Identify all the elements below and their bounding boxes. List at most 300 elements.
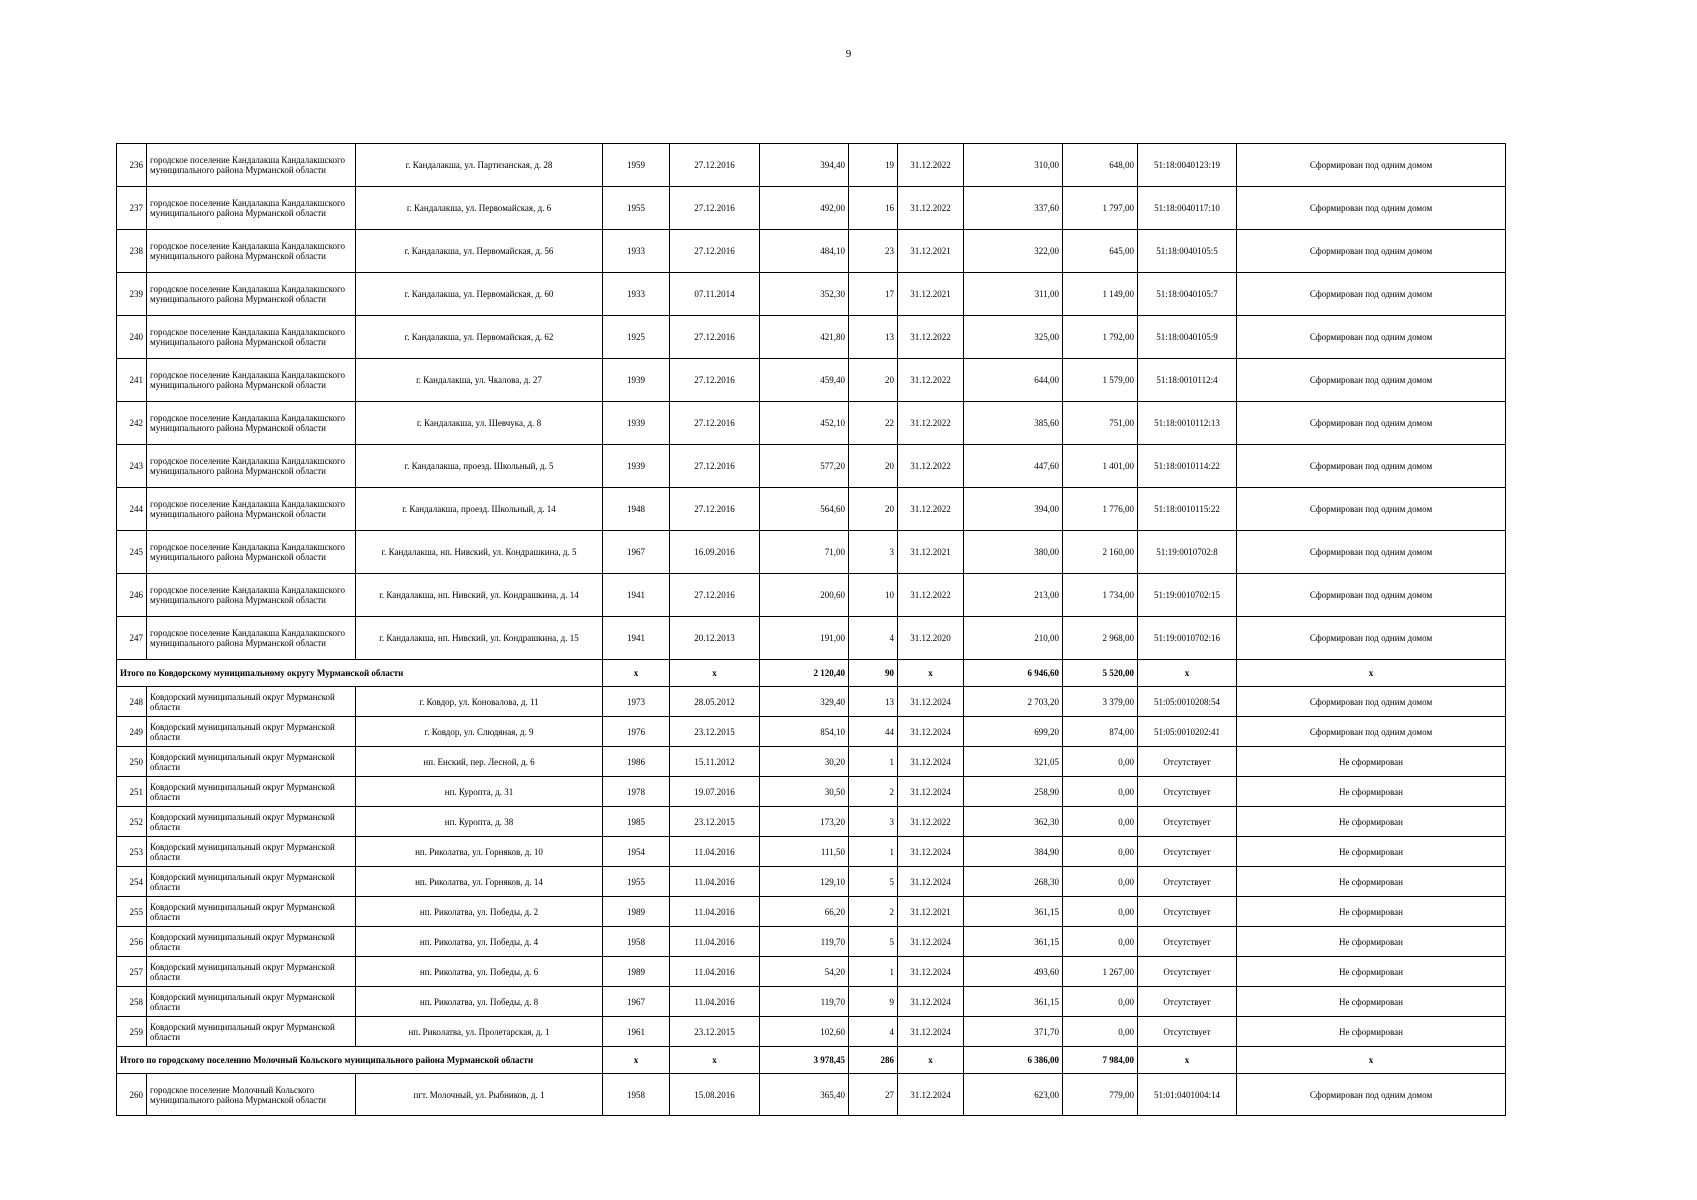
year-cell: 1955 (603, 867, 670, 897)
cadastre-cell: 51:18:0040105:7 (1138, 273, 1237, 316)
year-cell: 1967 (603, 987, 670, 1017)
status-cell: Не сформирован (1237, 897, 1506, 927)
value2-cell: 0,00 (1063, 927, 1138, 957)
status-cell: Сформирован под одним домом (1237, 402, 1506, 445)
value2-cell: 1 267,00 (1063, 957, 1138, 987)
deadline-cell: 31.12.2022 (898, 807, 964, 837)
residents-cell: 13 (849, 687, 898, 717)
deadline-cell: 31.12.2024 (898, 717, 964, 747)
cadastre-cell: 51:18:0040105:5 (1138, 230, 1237, 273)
row-number-cell: 248 (117, 687, 147, 717)
residents-cell: 20 (849, 488, 898, 531)
residents-cell: 1 (849, 837, 898, 867)
deadline-cell: 31.12.2022 (898, 316, 964, 359)
value2-cell: 1 776,00 (1063, 488, 1138, 531)
deadline-cell: 31.12.2024 (898, 747, 964, 777)
residents-cell: 5 (849, 927, 898, 957)
table-row (117, 230, 1506, 273)
address-cell: нп. Риколатва, ул. Горняков, д. 14 (356, 867, 603, 897)
date-cell: 27.12.2016 (670, 574, 760, 617)
address-cell: г. Ковдор, ул. Слюдяная, д. 9 (356, 717, 603, 747)
area-cell: 191,00 (760, 617, 849, 660)
deadline-cell: x (898, 660, 964, 687)
cadastre-cell: Отсутствует (1138, 927, 1237, 957)
page-number: 9 (845, 48, 852, 60)
date-cell: 11.04.2016 (670, 927, 760, 957)
value2-cell: 1 797,00 (1063, 187, 1138, 230)
year-cell: 1961 (603, 1017, 670, 1047)
date-cell: 20.12.2013 (670, 617, 760, 660)
cadastre-cell: Отсутствует (1138, 867, 1237, 897)
residents-cell: 2 (849, 897, 898, 927)
value2-cell: 0,00 (1063, 987, 1138, 1017)
value2-cell: 0,00 (1063, 837, 1138, 867)
status-cell: Не сформирован (1237, 777, 1506, 807)
status-cell: Не сформирован (1237, 867, 1506, 897)
date-cell: 27.12.2016 (670, 230, 760, 273)
value1-cell: 623,00 (964, 1074, 1063, 1116)
cadastre-cell: 51:18:0010114:22 (1138, 445, 1237, 488)
value2-cell: 2 160,00 (1063, 531, 1138, 574)
value1-cell: 361,15 (964, 987, 1063, 1017)
municipality-cell: Ковдорский муниципальный округ Мурманской области (147, 687, 356, 717)
year-cell: 1967 (603, 531, 670, 574)
row-number-cell: 247 (117, 617, 147, 660)
table-row (117, 402, 1506, 445)
address-cell: г. Кандалакша, ул. Первомайская, д. 60 (356, 273, 603, 316)
address-cell: нп. Риколатва, ул. Горняков, д. 10 (356, 837, 603, 867)
area-cell: 564,60 (760, 488, 849, 531)
status-cell: Не сформирован (1237, 987, 1506, 1017)
year-cell: 1978 (603, 777, 670, 807)
value2-cell: 1 579,00 (1063, 359, 1138, 402)
value1-cell: 258,90 (964, 777, 1063, 807)
value1-cell: 213,00 (964, 574, 1063, 617)
year-cell: 1986 (603, 747, 670, 777)
status-cell: Сформирован под одним домом (1237, 488, 1506, 531)
municipality-cell: Ковдорский муниципальный округ Мурманской области (147, 897, 356, 927)
area-cell: 173,20 (760, 807, 849, 837)
municipality-cell: Ковдорский муниципальный округ Мурманской области (147, 837, 356, 867)
municipality-cell: городское поселение Кандалакша Кандалакшского муниципального района Мурманской области (147, 445, 356, 488)
deadline-cell: 31.12.2024 (898, 1017, 964, 1047)
value2-cell: 779,00 (1063, 1074, 1138, 1116)
residents-cell: 1 (849, 747, 898, 777)
table-row (117, 187, 1506, 230)
value1-cell: 380,00 (964, 531, 1063, 574)
area-cell: 329,40 (760, 687, 849, 717)
row-number-cell: 245 (117, 531, 147, 574)
table-row (117, 144, 1506, 187)
date-cell: 23.12.2015 (670, 1017, 760, 1047)
table-row (117, 273, 1506, 316)
residents-cell: 286 (849, 1047, 898, 1074)
residents-cell: 44 (849, 717, 898, 747)
cadastre-cell: 51:18:0040123:19 (1138, 144, 1237, 187)
year-cell: 1933 (603, 230, 670, 273)
table-row (117, 1074, 1506, 1116)
table-row (117, 807, 1506, 837)
value2-cell: 7 984,00 (1063, 1047, 1138, 1074)
table-row (117, 987, 1506, 1017)
residents-cell: 90 (849, 660, 898, 687)
deadline-cell: 31.12.2022 (898, 359, 964, 402)
residents-cell: 27 (849, 1074, 898, 1116)
year-cell: x (603, 1047, 670, 1074)
status-cell: Не сформирован (1237, 927, 1506, 957)
value2-cell: 2 968,00 (1063, 617, 1138, 660)
area-cell: 30,50 (760, 777, 849, 807)
deadline-cell: 31.12.2024 (898, 687, 964, 717)
address-cell: нп. Риколатва, ул. Победы, д. 2 (356, 897, 603, 927)
date-cell: x (670, 660, 760, 687)
residents-cell: 20 (849, 445, 898, 488)
row-number-cell: 253 (117, 837, 147, 867)
housing-table (116, 143, 1506, 1116)
deadline-cell: 31.12.2022 (898, 488, 964, 531)
value1-cell: 371,70 (964, 1017, 1063, 1047)
residents-cell: 10 (849, 574, 898, 617)
deadline-cell: 31.12.2022 (898, 144, 964, 187)
cadastre-cell: x (1138, 1047, 1237, 1074)
value1-cell: 644,00 (964, 359, 1063, 402)
year-cell: 1955 (603, 187, 670, 230)
table-row (117, 777, 1506, 807)
table-row (117, 747, 1506, 777)
value1-cell: 361,15 (964, 927, 1063, 957)
total-label-cell: Итого по городскому поселению Молочный Кольского муниципального района Мурманской области (117, 1047, 603, 1074)
value1-cell: 310,00 (964, 144, 1063, 187)
row-number-cell: 243 (117, 445, 147, 488)
value1-cell: 6 386,00 (964, 1047, 1063, 1074)
status-cell: Сформирован под одним домом (1237, 687, 1506, 717)
municipality-cell: Ковдорский муниципальный округ Мурманской области (147, 777, 356, 807)
date-cell: 11.04.2016 (670, 867, 760, 897)
row-number-cell: 236 (117, 144, 147, 187)
value2-cell: 874,00 (1063, 717, 1138, 747)
deadline-cell: 31.12.2021 (898, 230, 964, 273)
area-cell: 3 978,45 (760, 1047, 849, 1074)
address-cell: пгт. Молочный, ул. Рыбников, д. 1 (356, 1074, 603, 1116)
cadastre-cell: 51:18:0010112:4 (1138, 359, 1237, 402)
area-cell: 200,60 (760, 574, 849, 617)
year-cell: 1985 (603, 807, 670, 837)
row-number-cell: 249 (117, 717, 147, 747)
residents-cell: 4 (849, 1017, 898, 1047)
municipality-cell: городское поселение Кандалакша Кандалакшского муниципального района Мурманской области (147, 359, 356, 402)
status-cell: Не сформирован (1237, 1017, 1506, 1047)
cadastre-cell: 51:18:0010115:22 (1138, 488, 1237, 531)
municipality-cell: Ковдорский муниципальный округ Мурманской области (147, 717, 356, 747)
residents-cell: 9 (849, 987, 898, 1017)
status-cell: Сформирован под одним домом (1237, 230, 1506, 273)
area-cell: 54,20 (760, 957, 849, 987)
municipality-cell: Ковдорский муниципальный округ Мурманской области (147, 867, 356, 897)
address-cell: г. Кандалакша, ул. Первомайская, д. 6 (356, 187, 603, 230)
status-cell: Сформирован под одним домом (1237, 144, 1506, 187)
value2-cell: 0,00 (1063, 1017, 1138, 1047)
area-cell: 854,10 (760, 717, 849, 747)
municipality-cell: городское поселение Кандалакша Кандалакшского муниципального района Мурманской области (147, 488, 356, 531)
value1-cell: 493,60 (964, 957, 1063, 987)
value1-cell: 361,15 (964, 897, 1063, 927)
residents-cell: 13 (849, 316, 898, 359)
date-cell: 15.11.2012 (670, 747, 760, 777)
date-cell: 27.12.2016 (670, 144, 760, 187)
row-number-cell: 257 (117, 957, 147, 987)
deadline-cell: x (898, 1047, 964, 1074)
table-row (117, 957, 1506, 987)
value2-cell: 648,00 (1063, 144, 1138, 187)
address-cell: г. Кандалакша, ул. Чкалова, д. 27 (356, 359, 603, 402)
area-cell: 484,10 (760, 230, 849, 273)
year-cell: 1959 (603, 144, 670, 187)
date-cell: 27.12.2016 (670, 445, 760, 488)
value2-cell: 0,00 (1063, 867, 1138, 897)
table-row (117, 867, 1506, 897)
cadastre-cell: 51:19:0010702:16 (1138, 617, 1237, 660)
municipality-cell: Ковдорский муниципальный округ Мурманской области (147, 927, 356, 957)
cadastre-cell: Отсутствует (1138, 897, 1237, 927)
value2-cell: 1 149,00 (1063, 273, 1138, 316)
address-cell: нп. Риколатва, ул. Пролетарская, д. 1 (356, 1017, 603, 1047)
status-cell: Не сформирован (1237, 837, 1506, 867)
status-cell: Не сформирован (1237, 807, 1506, 837)
deadline-cell: 31.12.2024 (898, 867, 964, 897)
area-cell: 577,20 (760, 445, 849, 488)
row-number-cell: 237 (117, 187, 147, 230)
area-cell: 352,30 (760, 273, 849, 316)
value1-cell: 325,00 (964, 316, 1063, 359)
municipality-cell: городское поселение Молочный Кольского муниципального района Мурманской области (147, 1074, 356, 1116)
address-cell: г. Кандалакша, проезд. Школьный, д. 14 (356, 488, 603, 531)
residents-cell: 2 (849, 777, 898, 807)
municipality-cell: городское поселение Кандалакша Кандалакшского муниципального района Мурманской области (147, 316, 356, 359)
value1-cell: 322,00 (964, 230, 1063, 273)
area-cell: 119,70 (760, 987, 849, 1017)
table-body (117, 144, 1506, 1116)
municipality-cell: Ковдорский муниципальный округ Мурманской области (147, 747, 356, 777)
address-cell: нп. Куропта, д. 38 (356, 807, 603, 837)
table-row (117, 445, 1506, 488)
area-cell: 30,20 (760, 747, 849, 777)
date-cell: 23.12.2015 (670, 717, 760, 747)
table-row (117, 1017, 1506, 1047)
year-cell: 1939 (603, 359, 670, 402)
value2-cell: 1 401,00 (1063, 445, 1138, 488)
table-row (117, 897, 1506, 927)
date-cell: 27.12.2016 (670, 488, 760, 531)
status-cell: Сформирован под одним домом (1237, 359, 1506, 402)
area-cell: 129,10 (760, 867, 849, 897)
area-cell: 421,80 (760, 316, 849, 359)
address-cell: нп. Риколатва, ул. Победы, д. 6 (356, 957, 603, 987)
cadastre-cell: x (1138, 660, 1237, 687)
row-number-cell: 256 (117, 927, 147, 957)
table-row (117, 617, 1506, 660)
residents-cell: 1 (849, 957, 898, 987)
value2-cell: 5 520,00 (1063, 660, 1138, 687)
value1-cell: 362,30 (964, 807, 1063, 837)
area-cell: 452,10 (760, 402, 849, 445)
address-cell: г. Кандалакша, нп. Нивский, ул. Кондрашкина, д. 15 (356, 617, 603, 660)
cadastre-cell: 51:01:0401004:14 (1138, 1074, 1237, 1116)
date-cell: 27.12.2016 (670, 402, 760, 445)
address-cell: нп. Риколатва, ул. Победы, д. 8 (356, 987, 603, 1017)
deadline-cell: 31.12.2024 (898, 837, 964, 867)
table-row (117, 717, 1506, 747)
row-number-cell: 240 (117, 316, 147, 359)
status-cell: Сформирован под одним домом (1237, 445, 1506, 488)
value1-cell: 2 703,20 (964, 687, 1063, 717)
address-cell: г. Кандалакша, ул. Первомайская, д. 62 (356, 316, 603, 359)
value1-cell: 394,00 (964, 488, 1063, 531)
address-cell: г. Кандалакша, ул. Партизанская, д. 28 (356, 144, 603, 187)
cadastre-cell: Отсутствует (1138, 777, 1237, 807)
deadline-cell: 31.12.2024 (898, 987, 964, 1017)
deadline-cell: 31.12.2024 (898, 957, 964, 987)
residents-cell: 3 (849, 531, 898, 574)
cadastre-cell: Отсутствует (1138, 747, 1237, 777)
year-cell: x (603, 660, 670, 687)
cadastre-cell: Отсутствует (1138, 987, 1237, 1017)
row-number-cell: 259 (117, 1017, 147, 1047)
value2-cell: 1 734,00 (1063, 574, 1138, 617)
municipality-cell: городское поселение Кандалакша Кандалакшского муниципального района Мурманской области (147, 531, 356, 574)
cadastre-cell: Отсутствует (1138, 807, 1237, 837)
date-cell: 19.07.2016 (670, 777, 760, 807)
date-cell: 27.12.2016 (670, 316, 760, 359)
address-cell: г. Ковдор, ул. Коновалова, д. 11 (356, 687, 603, 717)
value1-cell: 385,60 (964, 402, 1063, 445)
municipality-cell: Ковдорский муниципальный округ Мурманской области (147, 957, 356, 987)
address-cell: г. Кандалакша, нп. Нивский, ул. Кондрашкина, д. 5 (356, 531, 603, 574)
year-cell: 1925 (603, 316, 670, 359)
value2-cell: 751,00 (1063, 402, 1138, 445)
status-cell: x (1237, 1047, 1506, 1074)
address-cell: нп. Куропта, д. 31 (356, 777, 603, 807)
municipality-cell: городское поселение Кандалакша Кандалакшского муниципального района Мурманской области (147, 617, 356, 660)
municipality-cell: городское поселение Кандалакша Кандалакшского муниципального района Мурманской области (147, 402, 356, 445)
row-number-cell: 255 (117, 897, 147, 927)
area-cell: 492,00 (760, 187, 849, 230)
deadline-cell: 31.12.2024 (898, 777, 964, 807)
status-cell: Сформирован под одним домом (1237, 273, 1506, 316)
area-cell: 102,60 (760, 1017, 849, 1047)
address-cell: нп. Риколатва, ул. Победы, д. 4 (356, 927, 603, 957)
table-row (117, 316, 1506, 359)
municipality-cell: городское поселение Кандалакша Кандалакшского муниципального района Мурманской области (147, 187, 356, 230)
date-cell: 16.09.2016 (670, 531, 760, 574)
deadline-cell: 31.12.2022 (898, 574, 964, 617)
value1-cell: 311,00 (964, 273, 1063, 316)
year-cell: 1973 (603, 687, 670, 717)
area-cell: 66,20 (760, 897, 849, 927)
year-cell: 1939 (603, 402, 670, 445)
status-cell: x (1237, 660, 1506, 687)
value1-cell: 6 946,60 (964, 660, 1063, 687)
municipality-cell: городское поселение Кандалакша Кандалакшского муниципального района Мурманской области (147, 574, 356, 617)
municipality-cell: городское поселение Кандалакша Кандалакшского муниципального района Мурманской области (147, 230, 356, 273)
value1-cell: 210,00 (964, 617, 1063, 660)
residents-cell: 17 (849, 273, 898, 316)
value1-cell: 699,20 (964, 717, 1063, 747)
table-row (117, 574, 1506, 617)
residents-cell: 19 (849, 144, 898, 187)
row-number-cell: 246 (117, 574, 147, 617)
value1-cell: 447,60 (964, 445, 1063, 488)
row-number-cell: 252 (117, 807, 147, 837)
year-cell: 1954 (603, 837, 670, 867)
area-cell: 365,40 (760, 1074, 849, 1116)
deadline-cell: 31.12.2021 (898, 531, 964, 574)
table-row (117, 359, 1506, 402)
year-cell: 1941 (603, 574, 670, 617)
status-cell: Сформирован под одним домом (1237, 531, 1506, 574)
residents-cell: 5 (849, 867, 898, 897)
row-number-cell: 254 (117, 867, 147, 897)
year-cell: 1941 (603, 617, 670, 660)
cadastre-cell: 51:19:0010702:8 (1138, 531, 1237, 574)
deadline-cell: 31.12.2022 (898, 445, 964, 488)
row-number-cell: 260 (117, 1074, 147, 1116)
deadline-cell: 31.12.2022 (898, 187, 964, 230)
municipality-cell: городское поселение Кандалакша Кандалакшского муниципального района Мурманской области (147, 273, 356, 316)
status-cell: Не сформирован (1237, 957, 1506, 987)
deadline-cell: 31.12.2024 (898, 1074, 964, 1116)
date-cell: 23.12.2015 (670, 807, 760, 837)
cadastre-cell: 51:18:0010112:13 (1138, 402, 1237, 445)
cadastre-cell: 51:19:0010702:15 (1138, 574, 1237, 617)
cadastre-cell: 51:18:0040105:9 (1138, 316, 1237, 359)
total-label-cell: Итого по Ковдорскому муниципальному округу Мурманской области (117, 660, 603, 687)
status-cell: Сформирован под одним домом (1237, 1074, 1506, 1116)
table-row (117, 687, 1506, 717)
date-cell: 27.12.2016 (670, 187, 760, 230)
cadastre-cell: Отсутствует (1138, 957, 1237, 987)
value2-cell: 0,00 (1063, 897, 1138, 927)
area-cell: 71,00 (760, 531, 849, 574)
table-row (117, 837, 1506, 867)
row-number-cell: 242 (117, 402, 147, 445)
status-cell: Сформирован под одним домом (1237, 187, 1506, 230)
municipality-cell: Ковдорский муниципальный округ Мурманской области (147, 807, 356, 837)
value1-cell: 384,90 (964, 837, 1063, 867)
date-cell: 11.04.2016 (670, 957, 760, 987)
status-cell: Сформирован под одним домом (1237, 316, 1506, 359)
area-cell: 2 120,40 (760, 660, 849, 687)
row-number-cell: 251 (117, 777, 147, 807)
municipality-cell: Ковдорский муниципальный округ Мурманской области (147, 1017, 356, 1047)
date-cell: 27.12.2016 (670, 359, 760, 402)
date-cell: 11.04.2016 (670, 987, 760, 1017)
date-cell: 15.08.2016 (670, 1074, 760, 1116)
address-cell: г. Кандалакша, ул. Шевчука, д. 8 (356, 402, 603, 445)
value2-cell: 0,00 (1063, 807, 1138, 837)
year-cell: 1939 (603, 445, 670, 488)
area-cell: 111,50 (760, 837, 849, 867)
year-cell: 1989 (603, 957, 670, 987)
status-cell: Не сформирован (1237, 747, 1506, 777)
address-cell: нп. Енский, пер. Лесной, д. 6 (356, 747, 603, 777)
date-cell: 11.04.2016 (670, 897, 760, 927)
year-cell: 1976 (603, 717, 670, 747)
address-cell: г. Кандалакша, ул. Первомайская, д. 56 (356, 230, 603, 273)
area-cell: 459,40 (760, 359, 849, 402)
table-row (117, 488, 1506, 531)
cadastre-cell: 51:18:0040117:10 (1138, 187, 1237, 230)
date-cell: 11.04.2016 (670, 837, 760, 867)
